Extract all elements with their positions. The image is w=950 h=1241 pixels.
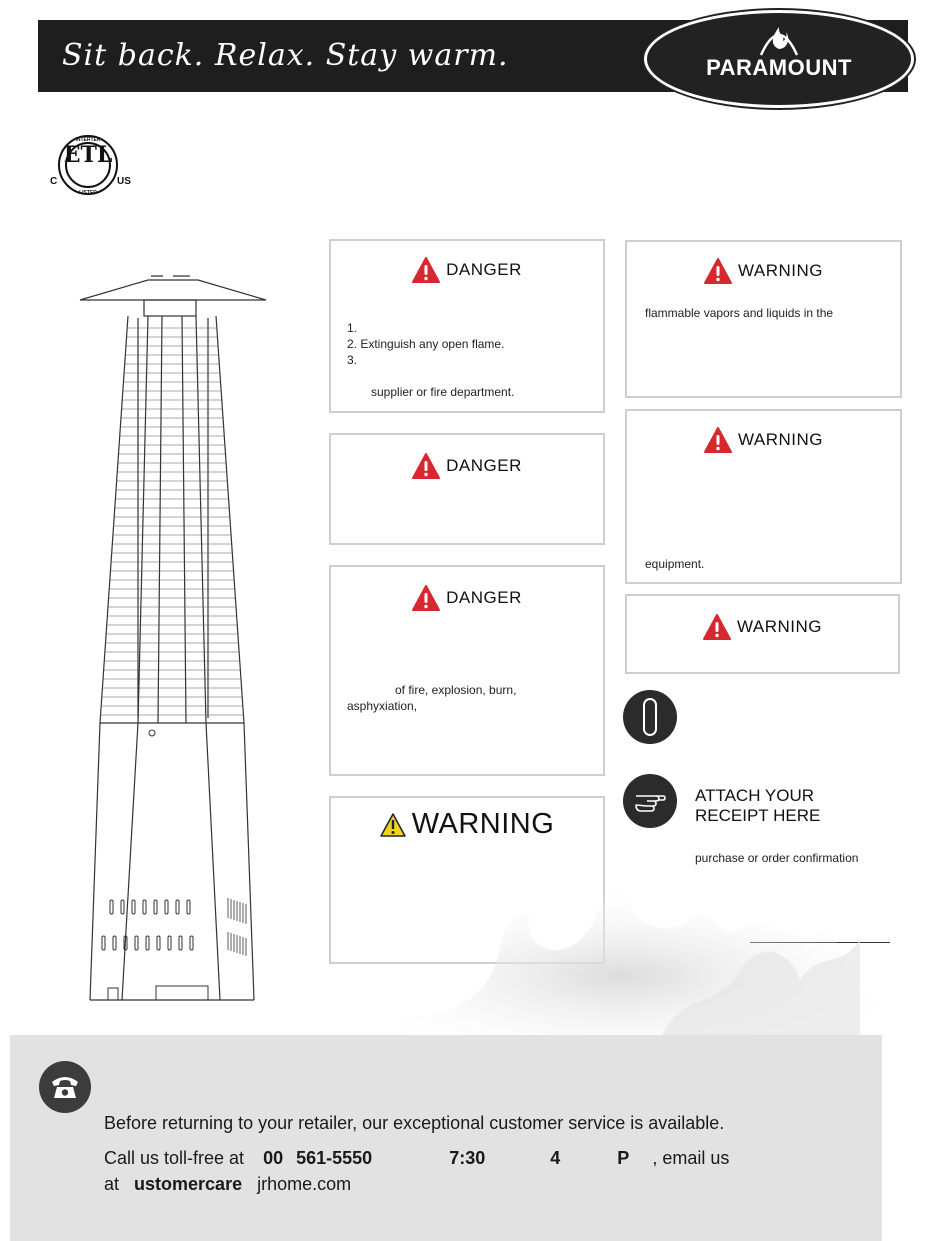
attach-receipt-heading xyxy=(695,786,820,826)
email-at: at xyxy=(104,1174,120,1194)
etl-listed-mark xyxy=(50,132,130,198)
flame-icon xyxy=(755,19,803,57)
receipt-note: purchase or order confirmation xyxy=(695,851,859,865)
pointing-hand-icon xyxy=(623,774,677,828)
email-prefix: , email us xyxy=(652,1148,730,1168)
smoke-decoration xyxy=(360,880,880,1040)
danger-hazard-text-2: asphyxiation, xyxy=(347,699,418,713)
warning-label: WARNING xyxy=(737,261,824,280)
caution-triangle-icon xyxy=(380,813,406,837)
etl-top-text: INTERTEK xyxy=(75,137,101,143)
warning-alert-icon xyxy=(704,258,732,284)
warning-notice-3 xyxy=(625,594,900,674)
contact-line xyxy=(104,1148,729,1169)
phone-number-part-2[interactable]: 561-5550 xyxy=(296,1148,373,1168)
telephone-icon xyxy=(39,1061,91,1113)
danger-step-1: 1. xyxy=(347,321,358,335)
warning-heading xyxy=(627,258,900,284)
warning-label: WARNING xyxy=(737,430,824,449)
danger-heading xyxy=(331,257,603,283)
warning-notice-1 xyxy=(625,240,902,398)
warning-text-2: equipment. xyxy=(645,557,705,571)
warning-alert-icon xyxy=(703,614,731,640)
danger-notice-2 xyxy=(329,433,605,545)
warning-notice-2 xyxy=(625,409,902,584)
etl-mark-text: ETL xyxy=(63,142,113,168)
service-hours-start: 7:30 xyxy=(449,1148,486,1168)
attach-receipt-line-2: RECEIPT HERE xyxy=(695,806,821,825)
tagline: Sit back. Relax. Stay warm. xyxy=(62,38,509,73)
warning-alert-icon xyxy=(704,427,732,453)
danger-heading xyxy=(331,453,603,479)
danger-alert-icon xyxy=(412,585,440,611)
danger-instruction-tail: supplier or fire department. xyxy=(371,385,515,399)
phone-number-part-1[interactable]: 00 xyxy=(263,1148,284,1168)
danger-hazard-text-1: of fire, explosion, burn, xyxy=(395,683,517,697)
warning-label: WARNING xyxy=(411,808,555,840)
call-prefix: Call us toll-free at xyxy=(104,1148,245,1168)
danger-step-2: 2. Extinguish any open flame. xyxy=(347,337,505,351)
info-icon xyxy=(623,690,677,744)
danger-label: DANGER xyxy=(446,456,522,475)
danger-step-3: 3. xyxy=(347,353,358,367)
danger-heading xyxy=(331,585,603,611)
email-line xyxy=(104,1174,351,1195)
warning-text-1: flammable vapors and liquids in the xyxy=(645,306,834,320)
danger-notice-3 xyxy=(329,565,605,776)
warning-heading xyxy=(627,614,898,640)
danger-label: DANGER xyxy=(446,260,522,279)
customer-service-footer xyxy=(10,1035,882,1241)
danger-alert-icon xyxy=(412,453,440,479)
danger-alert-icon xyxy=(412,257,440,283)
etl-bottom-text: LISTED xyxy=(79,190,97,196)
brand-name: PARAMOUNT xyxy=(706,55,852,80)
service-hours-end: 4 xyxy=(550,1148,561,1168)
warning-heading xyxy=(627,427,900,453)
email-user[interactable]: ustomercare xyxy=(134,1174,243,1194)
warning-heading xyxy=(331,808,603,841)
brand-logo xyxy=(644,10,914,108)
warning-label: WARNING xyxy=(736,617,823,636)
attach-receipt-line-1: ATTACH YOUR xyxy=(695,786,815,805)
email-domain[interactable]: jrhome.com xyxy=(257,1174,352,1194)
service-availability-text: Before returning to your retailer, our exceptional customer service is available. xyxy=(104,1113,725,1133)
service-hours-period: P xyxy=(617,1148,630,1168)
etl-us-label: US xyxy=(117,176,131,187)
etl-c-label: C xyxy=(50,176,58,187)
danger-notice-1 xyxy=(329,239,605,413)
danger-label: DANGER xyxy=(446,588,522,607)
patio-heater-illustration xyxy=(78,268,278,1008)
